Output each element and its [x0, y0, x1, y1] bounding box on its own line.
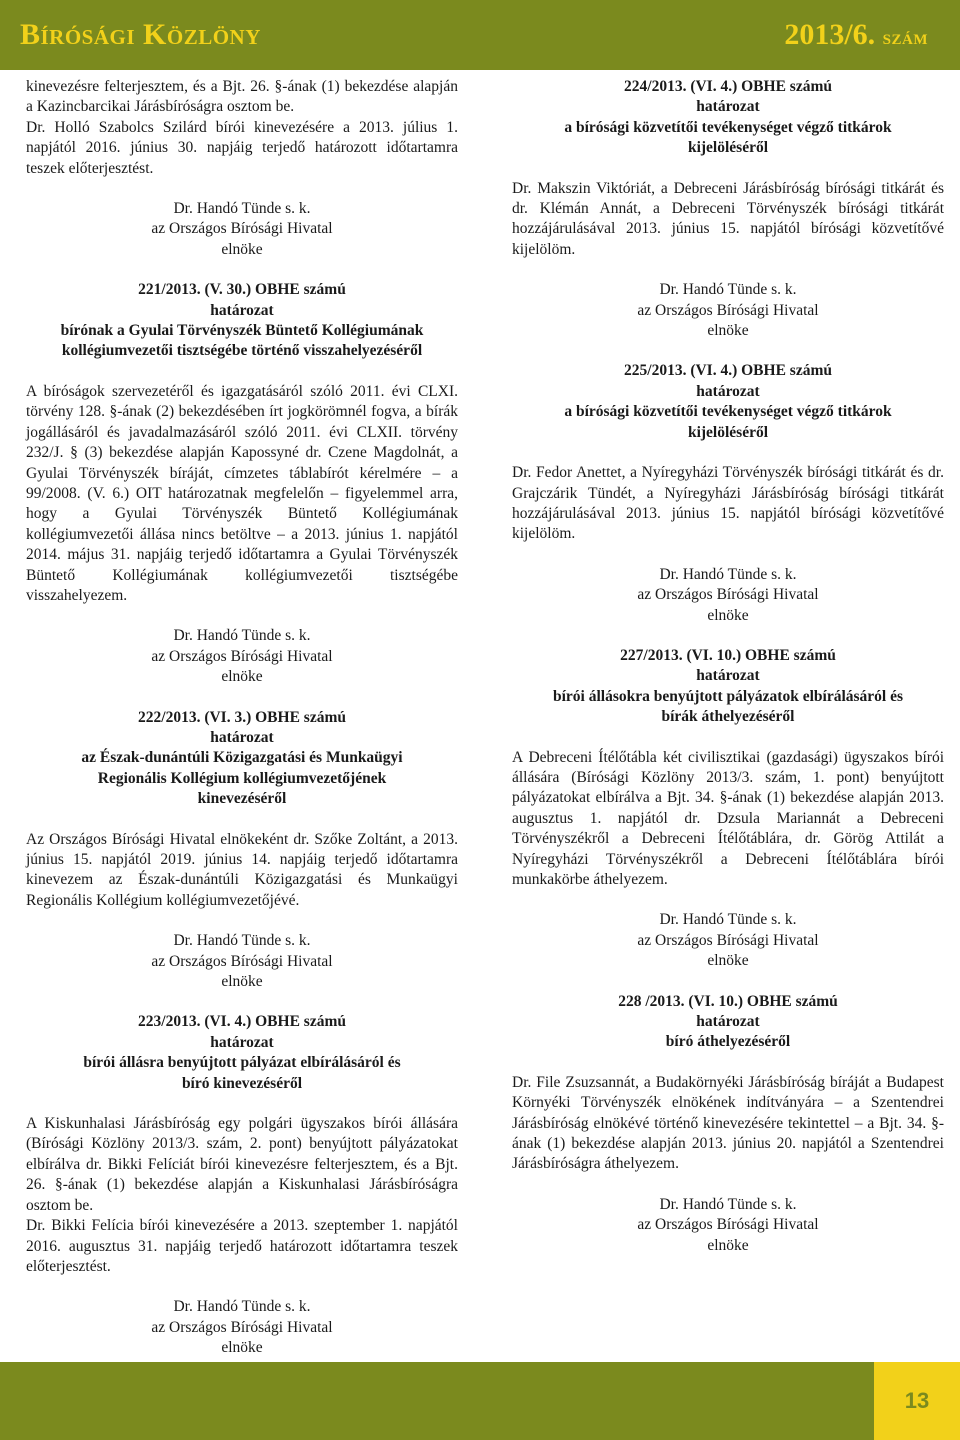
decision-subject: bírónak a Gyulai Törvényszék Büntető Kollégiumának: [60, 322, 424, 340]
decision-subject: bírói állásra benyújtott pályázat elbírálásáról és: [83, 1054, 401, 1072]
decision-subject: bíró áthelyezéséről: [665, 1033, 791, 1051]
signature-name: Dr. Handó Tünde s. k.: [173, 932, 311, 950]
decision-number: 222/2013. (VI. 3.) OBHE számú: [138, 708, 346, 726]
signature-role: elnöke: [707, 952, 749, 970]
decision-body: Dr. File Zsuzsannát, a Budakörnyéki Járásbíróság bíráját a Budapest Környéki Törvényszék elnökének indítványára – a Szentendrei Járásbíróság elnökévé történő kinevezésére tekintettel – a Bjt. 34. §-ának (1) bekezdése alapján 2013. június 20. napjától a Szentendrei Járásbíróságra áthelyezem.: [512, 1073, 944, 1173]
signature-name: Dr. Handó Tünde s. k.: [659, 565, 797, 583]
issue-label: [784, 18, 928, 52]
signature-role: elnöke: [707, 322, 749, 340]
footer-bar: [0, 1362, 874, 1440]
decision-body: A Debreceni Ítélőtábla két civilisztikai (gazdasági) ügyszakos bírói állására (Bírósági Közlöny 2013/3. szám, 1. pont) benyújtott pályázatokat elbírálva a Bjt. 34. §-ának (1) bekezdése alapján 2013. augusztus 1. napjától dr. Dzsula Mariannát a Debreceni Törvényszékről a Debreceni Ítélőtáblára, dr. Görög Attilát a Nyíregyházi Törvényszékről a Debreceni Ítélőtáblára bírói munkakörbe áthelyezem.: [512, 748, 944, 888]
signature-name: Dr. Handó Tünde s. k.: [659, 911, 797, 929]
signature-role: elnöke: [221, 668, 263, 686]
decision-number: 227/2013. (VI. 10.) OBHE számú: [620, 646, 836, 664]
signature-name: Dr. Handó Tünde s. k.: [659, 281, 797, 299]
decision-subject: a bírósági közvetítői tevékenységet végző titkárok: [564, 118, 892, 136]
signature-office: az Országos Bírósági Hivatal: [151, 647, 333, 665]
decision-number: 221/2013. (V. 30.) OBHE számú: [138, 281, 346, 299]
signature-office: az Országos Bírósági Hivatal: [151, 220, 333, 238]
signature-office: az Országos Bírósági Hivatal: [151, 1318, 333, 1336]
signature-role: elnöke: [221, 973, 263, 991]
issue-number: 2013/6.: [784, 18, 876, 51]
decision-body-2: Dr. Bikki Felícia bírói kinevezésére a 2013. szeptember 1. napjától 2016. augusztus 31. napjáig terjedő határozott időtartamra teszek előterjesztést.: [26, 1217, 458, 1275]
decision-number: 225/2013. (VI. 4.) OBHE számú: [624, 362, 832, 380]
signature-office: az Országos Bírósági Hivatal: [637, 586, 819, 604]
signature-office: az Országos Bírósági Hivatal: [637, 301, 819, 319]
signature-name: Dr. Handó Tünde s. k.: [173, 1298, 311, 1316]
decision-subject: bírói állásokra benyújtott pályázatok elbírálásáról és: [552, 687, 904, 705]
journal-title: Bírósági Közlöny: [20, 18, 261, 51]
decision-type: határozat: [696, 98, 760, 116]
decision-number: 228 /2013. (VI. 10.) OBHE számú: [618, 992, 838, 1010]
decision-type: határozat: [210, 1033, 274, 1051]
signature-role: elnöke: [221, 240, 263, 258]
decision-type: határozat: [210, 728, 274, 746]
decision-type: határozat: [696, 667, 760, 685]
decision-subject: az Észak-dunántúli Közigazgatási és Munkaügyi: [81, 749, 403, 767]
signature-office: az Országos Bírósági Hivatal: [151, 952, 333, 970]
right-column: [512, 77, 944, 1256]
signature-role: elnöke: [707, 606, 749, 624]
decision-subject: Regionális Kollégium kollégiumvezetőjének: [97, 769, 387, 787]
decision-227: [512, 646, 944, 972]
page-header: [0, 0, 960, 70]
decision-subject: bírák áthelyezéséről: [661, 708, 795, 726]
signature-name: Dr. Handó Tünde s. k.: [659, 1195, 797, 1213]
left-column: [26, 77, 458, 1359]
intro-paragraph-2: Dr. Holló Szabolcs Szilárd bírói kinevezésére a 2013. július 1. napjától 2016. június 30. napjáig terjedő határozott időtartamra teszek előterjesztést.: [26, 118, 458, 177]
decision-number: 224/2013. (VI. 4.) OBHE számú: [624, 78, 832, 95]
decision-225: [512, 361, 944, 625]
decision-subject: kijelöléséről: [687, 423, 769, 441]
page-number: 13: [874, 1362, 960, 1440]
decision-224: [512, 77, 944, 341]
decision-type: határozat: [696, 382, 760, 400]
decision-body: A bíróságok szervezetéről és igazgatásáról szóló 2011. évi CLXI. törvény 128. §-ának (2) bekezdésében írt jogkörömnél fogva, a bírák jogállásáról és javadalmazásáról szóló 2011. évi CLXII. törvény 232/J. § (3) bekezdése alapján Kapossyné dr. Czene Magdolnát, a Gyulai Törvényszék bíráját, címzetes táblabírót kérelmére – a 99/2008. (V. 6.) OIT határozatnak megfelelőn – figyelemmel arra, hogy a Gyulai Törvényszék Büntető Kollégiumának kollégiumvezetői állása nincs betöltve – a 2013. június 1. napjától 2014. május 31. napjáig terjedő időtartamra a Gyulai Törvényszék Büntető Kollégiumának kollégiumvezetői tisztségébe visszahelyezem.: [26, 382, 458, 604]
decision-subject: kollégiumvezetői tisztségébe történő visszahelyezéséről: [61, 342, 423, 360]
decision-subject: bíró kinevezéséről: [181, 1074, 303, 1092]
decision-body: Dr. Fedor Anettet, a Nyíregyházi Törvényszék bírósági titkárát és dr. Grajczárik Tündét, a Nyíregyházi Járásbíróság bírósági titkárát hozzájárulásával 2013. június 15. napjától bírósági közvetítővé kijelölöm.: [512, 464, 944, 543]
signature-role: elnöke: [707, 1236, 749, 1254]
decision-type: határozat: [696, 1013, 760, 1031]
signature-role: elnöke: [221, 1339, 263, 1357]
decision-subject: a bírósági közvetítői tevékenységet végző titkárok: [564, 403, 892, 421]
decision-body: Az Országos Bírósági Hivatal elnökeként dr. Szőke Zoltánt, a 2013. június 15. napjától 2019. június 14. napjáig terjedő időtartamra kinevezem az Észak-dunántúli Közigazgatási és Munkaügyi Regionális Kollégium kollégiumvezetőjévé.: [26, 830, 458, 909]
signature-office: az Országos Bírósági Hivatal: [637, 1216, 819, 1234]
page-footer: [0, 1362, 960, 1440]
decision-type: határozat: [210, 301, 274, 319]
signature-name: Dr. Handó Tünde s. k.: [173, 627, 311, 645]
decision-222: [26, 708, 458, 993]
decision-number: 223/2013. (VI. 4.) OBHE számú: [138, 1013, 346, 1031]
issue-word: szám: [882, 25, 928, 49]
decision-221: [26, 280, 458, 687]
intro-paragraph: kinevezésre felterjesztem, és a Bjt. 26. §-ának (1) bekezdése alapján a Kazincbarcikai Járásbíróságra osztom be.: [26, 78, 458, 116]
decision-subject: kijelöléséről: [687, 139, 769, 157]
signature-name: Dr. Handó Tünde s. k.: [173, 200, 311, 218]
signature-office: az Országos Bírósági Hivatal: [637, 931, 819, 949]
decision-228: [512, 992, 944, 1256]
decision-subject: kinevezéséről: [197, 790, 287, 808]
decision-223: [26, 1012, 458, 1358]
decision-body: Dr. Makszin Viktóriát, a Debreceni Járásbíróság bírósági titkárát és dr. Klémán Annát, a Debreceni Törvényszék bírósági titkárát hozzájárulásával 2013. június 15. napjától bírósági közvetítővé kijelölöm.: [512, 179, 944, 258]
decision-body: A Kiskunhalasi Járásbíróság egy polgári ügyszakos bírói állására (Bírósági Közlöny 2013/3. szám, 2. pont) benyújtott pályázatokat elbírálva dr. Bikki Felíciát bírói kinevezésre felterjesztem, és a Bjt. 26. §-ának (1) bekezdése alapján a Kiskunhalasi Járásbíróságra osztom be.: [26, 1115, 458, 1214]
